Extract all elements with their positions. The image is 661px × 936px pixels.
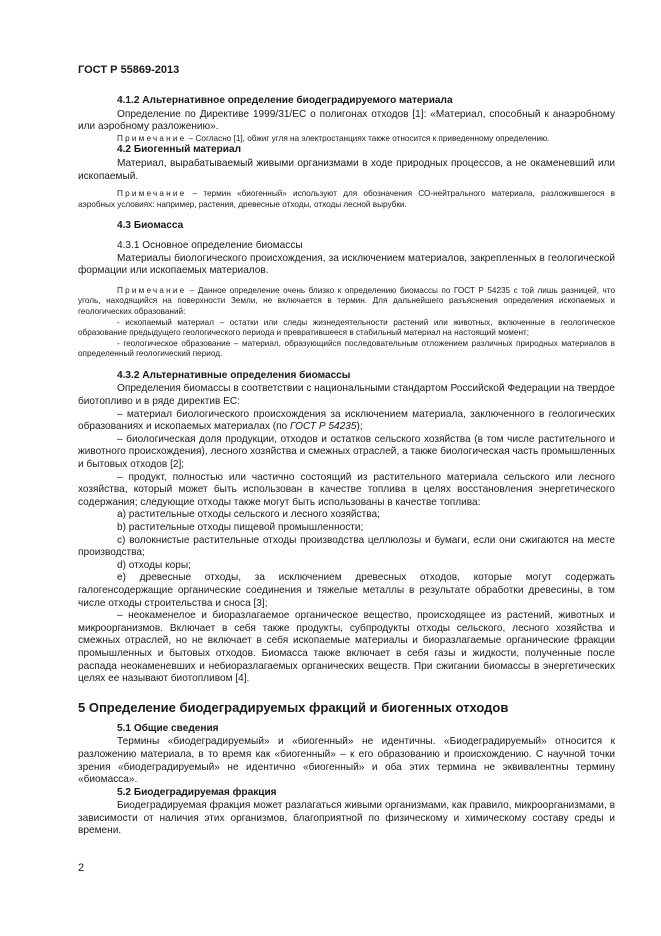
section-4-3-title: 4.3 Биомасса — [117, 220, 184, 232]
standard-reference: ГОСТ Р 54235 — [289, 421, 357, 433]
section-4-1-2-title: 4.1.2 Альтернативное определение биодеградируемого материала — [117, 95, 453, 106]
note-label: Примечание — [117, 285, 187, 295]
note-label: Примечание — [117, 189, 187, 199]
list-item: b) растительные отходы пищевой промышленности; — [117, 522, 364, 533]
list-item: d) отходы коры; — [117, 559, 191, 571]
section-4-3-2-intro: Определения биомассы в соответствии с национальными стандартом Российской Федерации на твердое биотопливо и в ряде директив ЕС: — [78, 383, 615, 408]
list-item: c) волокнистые растительные отходы производства целлюлозы и бумаги, если они сжигаются на месте производства; — [78, 534, 615, 559]
note-text: – Данное определение очень близко к определению биомассы по ГОСТ Р 54235 с той лишь разницей, что уголь, находящийся на поверхности Земли, не включается в термин. Для дальнейшего разъяснения определения ископаемых и геологических образований: — [78, 285, 615, 316]
section-4-3-note-item: - ископаемый материал – остатки или следы жизнедеятельности растений или животных, включенные в геологическое образование предыдущего геологического периода и превратившееся в стабильный материал на настоящий момент; — [78, 317, 615, 338]
section-4-1-2-note — [78, 134, 615, 145]
note-text: – термин «биогенный» используют для обозначения СО-нейтрального материала, разложившегося в аэробных условиях: например, растения, древесные отходы, отходы лесной вырубки. — [78, 189, 615, 209]
definition-item: – неокаменелое и биоразлагаемое органическое вещество, происходящее из растений, животных и микроорганизмов. Включает в себя также продукты, субпродукты отходы сельского, лесного хозяйства и смежных отраслей, но не включает в себя ископаемые материалы и биоразлагаемые органические фракции промышленных и бытовых отходов. Биомасса также включает в себя газы и жидкости, полученные после распада неокаменевших и небиоразлагаемых органических веществ. При сжигании биомассы в энергетических целях ее называют биотопливом [4]. — [78, 610, 615, 685]
note-label: Примечание — [117, 133, 187, 143]
definition-text-end: ); — [356, 421, 363, 433]
section-4-2-note — [78, 189, 615, 210]
note-text: – Согласно [1], обжиг угля на электростанциях также относится к приведенному определению. — [186, 133, 550, 143]
section-4-1-2-text: Определение по Директиве 1999/31/ЕС о полигонах отходов [1]: «Материал, способный к анаэробному или аэробному разложению». — [78, 108, 615, 133]
definition-item — [78, 409, 615, 434]
list-item: e) древесные отходы, за исключением древесных отходов, которые могут содержать галогенсодержащие органические соединения и тяжелые металлы в результате обработки древесины, в том числе отходы строительства и сноса [3]; — [78, 572, 615, 609]
section-5-title: 5 Определение биодеградируемых фракций и биогенных отходов — [78, 699, 509, 715]
section-4-2-title: 4.2 Биогенный материал — [117, 144, 242, 156]
definition-item: – продукт, полностью или частично состоящий из растительного материала сельского или лесного хозяйства, который может быть использован в качестве топлива в целях восстановления энергетического содержания; следующие отходы также могут быть использованы в качестве топлива: — [78, 471, 615, 508]
definition-item: – биологическая доля продукции, отходов и остатков сельского хозяйства (в том числе растительного и животного происхождения), лесного хозяйства и смежных отраслей, а также биологическая часть промышленных и бытовых отходов [2]; — [78, 433, 615, 471]
section-4-3-1-text: Материалы биологического происхождения, за исключением материалов, закрепленных в геологической формации или ископаемых материалов. — [78, 252, 615, 277]
section-5-1-text: Термины «биодеградируемый» и «биогенный» не идентичны. «Биодеградируемый» относится к разложению материала, в то время как «биогенный» – к его образованию и происхождению. С научной точки зрения «биодеградируемый» не идентично «биогенный» и оба этих термина не эквивалентны термину «биомасса». — [78, 736, 615, 786]
document-page — [78, 64, 615, 838]
section-5-2-title: 5.2 Биодеградируемая фракция — [117, 786, 277, 798]
standard-header: ГОСТ Р 55869-2013 — [78, 64, 180, 76]
page-number: 2 — [78, 862, 85, 874]
section-5-2-text: Биодеградируемая фракция может разлагаться живыми организмами, как правило, микроорганизмами, в зависимости от наличия этих организмов, благоприятной по физическому и химическому составу среды и времени. — [78, 800, 615, 837]
list-item: a) растительные отходы сельского и лесного хозяйства; — [117, 509, 380, 521]
section-4-3-note — [78, 286, 615, 318]
section-4-3-note-item: - геологическое образование – материал, образующийся последовательным отложением различных природных материалов в определенный геологический период. — [78, 338, 615, 359]
section-4-3-1-title: 4.3.1 Основное определение биомассы — [117, 239, 303, 251]
section-4-3-2-title: 4.3.2 Альтернативные определения биомассы — [117, 369, 351, 381]
section-4-2-text: Материал, вырабатываемый живыми организмами в ходе природных процессов, а не окаменевший или ископаемый. — [78, 157, 615, 182]
section-5-1-title: 5.1 Общие сведения — [117, 722, 219, 734]
definition-text: – материал биологического происхождения за исключением материала, заключенного в геологических образованиях и ископаемых материалах (по — [78, 408, 615, 433]
